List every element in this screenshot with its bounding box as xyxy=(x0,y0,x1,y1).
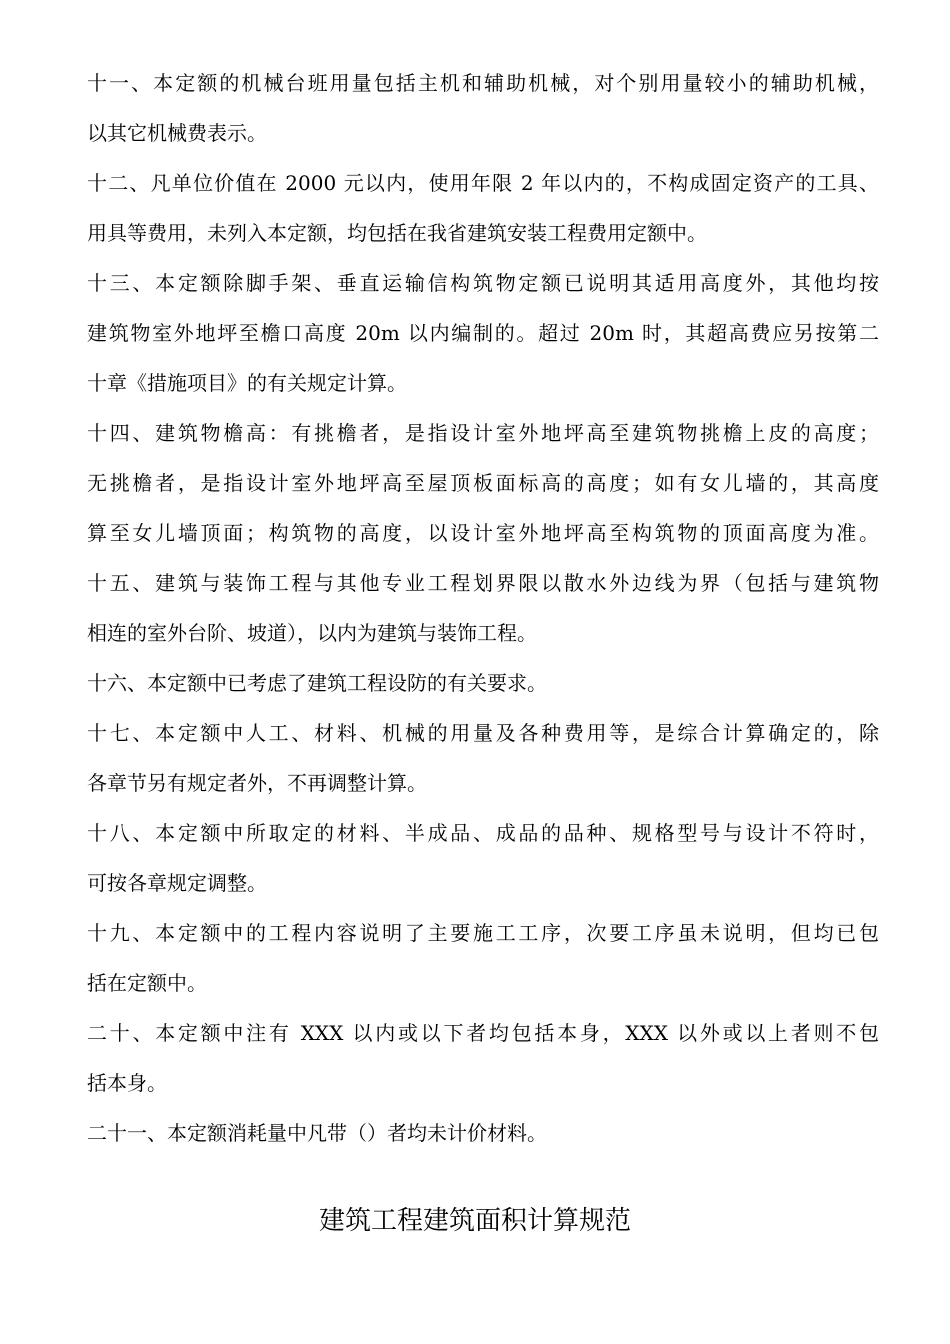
section-heading: 建筑工程建筑面积计算规范 xyxy=(318,1206,631,1236)
paragraph-line: 十六、本定额中已考虑了建筑工程设防的有关要求。 xyxy=(87,671,547,695)
paragraph-line: 无挑檐者，是指设计室外地坪高至屋顶板面标高的高度；如有女儿墙的，其高度 xyxy=(87,471,879,495)
paragraph-line: 括在定额中。 xyxy=(87,971,207,995)
paragraph-line: 十章《措施项目》的有关规定计算。 xyxy=(87,371,407,395)
paragraph-line: 十七、本定额中人工、材料、机械的用量及各种费用等，是综合计算确定的，除 xyxy=(87,721,879,745)
paragraph-line: 十五、建筑与装饰工程与其他专业工程划界限以散水外边线为界（包括与建筑物 xyxy=(87,571,879,595)
paragraph-line: 用具等费用，未列入本定额，均包括在我省建筑安装工程费用定额中。 xyxy=(87,221,707,245)
paragraph-line: 十二、凡单位价值在 2000 元以内，使用年限 2 年以内的，不构成固定资产的工具、 xyxy=(87,171,879,195)
paragraph-line: 十三、本定额除脚手架、垂直运输信构筑物定额已说明其适用高度外，其他均按 xyxy=(87,271,879,295)
paragraph-line: 括本身。 xyxy=(87,1071,167,1095)
paragraph-line: 相连的室外台阶、坡道），以内为建筑与装饰工程。 xyxy=(87,621,537,645)
paragraph-line: 十八、本定额中所取定的材料、半成品、成品的品种、规格型号与设计不符时， xyxy=(87,821,879,845)
paragraph-line: 各章节另有规定者外，不再调整计算。 xyxy=(87,771,427,795)
paragraph-line: 以其它机械费表示。 xyxy=(87,121,267,145)
paragraph-line: 建筑物室外地坪至檐口高度 20m 以内编制的。超过 20m 时，其超高费应另按第二 xyxy=(87,321,879,345)
paragraph-line: 十一、本定额的机械台班用量包括主机和辅助机械，对个别用量较小的辅助机械， xyxy=(87,71,879,95)
paragraph-line: 二十一、本定额消耗量中凡带（）者均未计价材料。 xyxy=(87,1121,547,1145)
paragraph-line: 十四、建筑物檐高：有挑檐者，是指设计室外地坪高至建筑物挑檐上皮的高度； xyxy=(87,421,879,445)
paragraph-line: 算至女儿墙顶面；构筑物的高度，以设计室外地坪高至构筑物的顶面高度为准。 xyxy=(87,521,879,545)
paragraph-line: 可按各章规定调整。 xyxy=(87,871,267,895)
paragraph-line: 二十、本定额中注有 XXX 以内或以下者均包括本身，XXX 以外或以上者则不包 xyxy=(87,1021,879,1045)
paragraph-line: 十九、本定额中的工程内容说明了主要施工工序，次要工序虽未说明，但均已包 xyxy=(87,921,879,945)
